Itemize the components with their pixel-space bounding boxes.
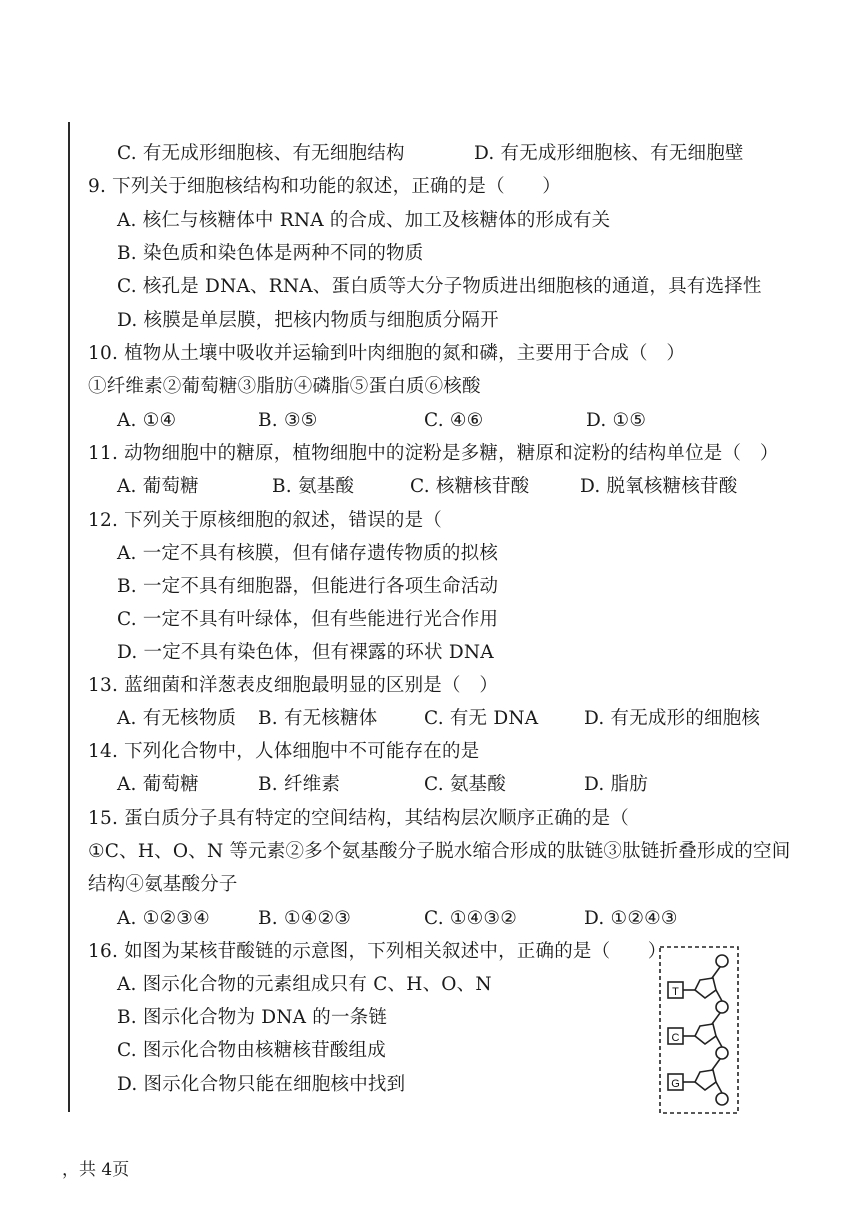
q13-option-b: B. 有无核糖体 <box>258 708 378 729</box>
q10-items: ①纤维素②葡萄糖③脂肪④磷脂⑤蛋白质⑥核酸 <box>88 376 481 397</box>
q13-option-a: A. 有无核物质 <box>117 708 237 729</box>
q14-option-c: C. 氨基酸 <box>424 774 506 795</box>
q13-option-c: C. 有无 DNA <box>424 708 539 729</box>
q9-option-c: C. 核孔是 DNA、RNA、蛋白质等大分子物质进出细胞核的通道，具有选择性 <box>117 276 762 297</box>
margin-rule <box>68 122 70 1112</box>
q15-option-a: A. ①②③④ <box>117 908 210 929</box>
base-label-t: T <box>672 986 679 998</box>
q12-option-c: C. 一定不具有叶绿体，但有些能进行光合作用 <box>117 609 499 630</box>
q10-stem: 10. 植物从土壤中吸收并运输到叶肉细胞的氮和磷，主要用于合成（ ） <box>88 343 686 364</box>
q12-option-d: D. 一定不具有染色体，但有裸露的环状 DNA <box>117 642 494 663</box>
q12-option-a: A. 一定不具有核膜，但有储存遗传物质的拟核 <box>117 543 499 564</box>
q14-option-d: D. 脂肪 <box>584 774 648 795</box>
q15-option-c: C. ①④③② <box>424 908 517 929</box>
q8-option-d: D. 有无成形细胞核、有无细胞壁 <box>474 143 744 164</box>
q9-stem: 9. 下列关于细胞核结构和功能的叙述，正确的是（ ） <box>88 176 561 197</box>
q11-option-a: A. 葡萄糖 <box>117 476 199 497</box>
base-label-c: C <box>671 1032 680 1044</box>
q15-stem: 15. 蛋白质分子具有特定的空间结构，其结构层次顺序正确的是（ <box>88 808 630 829</box>
q8-option-c: C. 有无成形细胞核、有无细胞结构 <box>117 143 405 164</box>
page-footer: ，共 4页 <box>62 1160 130 1180</box>
q9-option-d: D. 核膜是单层膜，把核内物质与细胞质分隔开 <box>117 310 499 331</box>
base-label-g: G <box>671 1078 680 1090</box>
q10-option-a: A. ①④ <box>117 410 177 431</box>
q15-items-line1: ①C、H、O、N 等元素②多个氨基酸分子脱水缩合形成的肽链③肽链折叠形成的空间 <box>88 841 791 862</box>
q13-option-d: D. 有无成形的细胞核 <box>584 708 761 729</box>
q11-option-d: D. 脱氧核糖核苷酸 <box>580 476 738 497</box>
q11-stem: 11. 动物细胞中的糖原，植物细胞中的淀粉是多糖，糖原和淀粉的结构单位是（ ） <box>88 443 779 464</box>
q11-option-c: C. 核糖核苷酸 <box>410 476 530 497</box>
q12-option-b: B. 一定不具有细胞器，但能进行各项生命活动 <box>117 576 499 597</box>
q15-items-line2: 结构④氨基酸分子 <box>88 874 238 895</box>
q16-option-c: C. 图示化合物由核糖核苷酸组成 <box>117 1040 386 1061</box>
q16-option-b: B. 图示化合物为 DNA 的一条链 <box>117 1007 388 1028</box>
q11-option-b: B. 氨基酸 <box>272 476 355 497</box>
q14-stem: 14. 下列化合物中，人体细胞中不可能存在的是 <box>88 741 480 762</box>
q10-option-b: B. ③⑤ <box>258 410 318 431</box>
q14-option-a: A. 葡萄糖 <box>117 774 199 795</box>
q16-option-a: A. 图示化合物的元素组成只有 C、H、O、N <box>117 974 492 995</box>
q9-option-b: B. 染色质和染色体是两种不同的物质 <box>117 243 424 264</box>
q10-option-c: C. ④⑥ <box>424 410 484 431</box>
q9-option-a: A. 核仁与核糖体中 RNA 的合成、加工及核糖体的形成有关 <box>117 210 611 231</box>
nucleotide-chain-diagram <box>658 945 740 1115</box>
q14-option-b: B. 纤维素 <box>258 774 341 795</box>
q12-stem: 12. 下列关于原核细胞的叙述，错误的是（ <box>88 510 443 531</box>
q15-option-d: D. ①②④③ <box>584 908 678 929</box>
q15-option-b: B. ①④②③ <box>258 908 352 929</box>
q16-stem: 16. 如图为某核苷酸链的示意图，下列相关叙述中，正确的是（ ） <box>88 941 667 962</box>
q13-stem: 13. 蓝细菌和洋葱表皮细胞最明显的区别是（ ） <box>88 675 499 696</box>
q16-option-d: D. 图示化合物只能在细胞核中找到 <box>117 1074 406 1095</box>
q10-option-d: D. ①⑤ <box>586 410 647 431</box>
